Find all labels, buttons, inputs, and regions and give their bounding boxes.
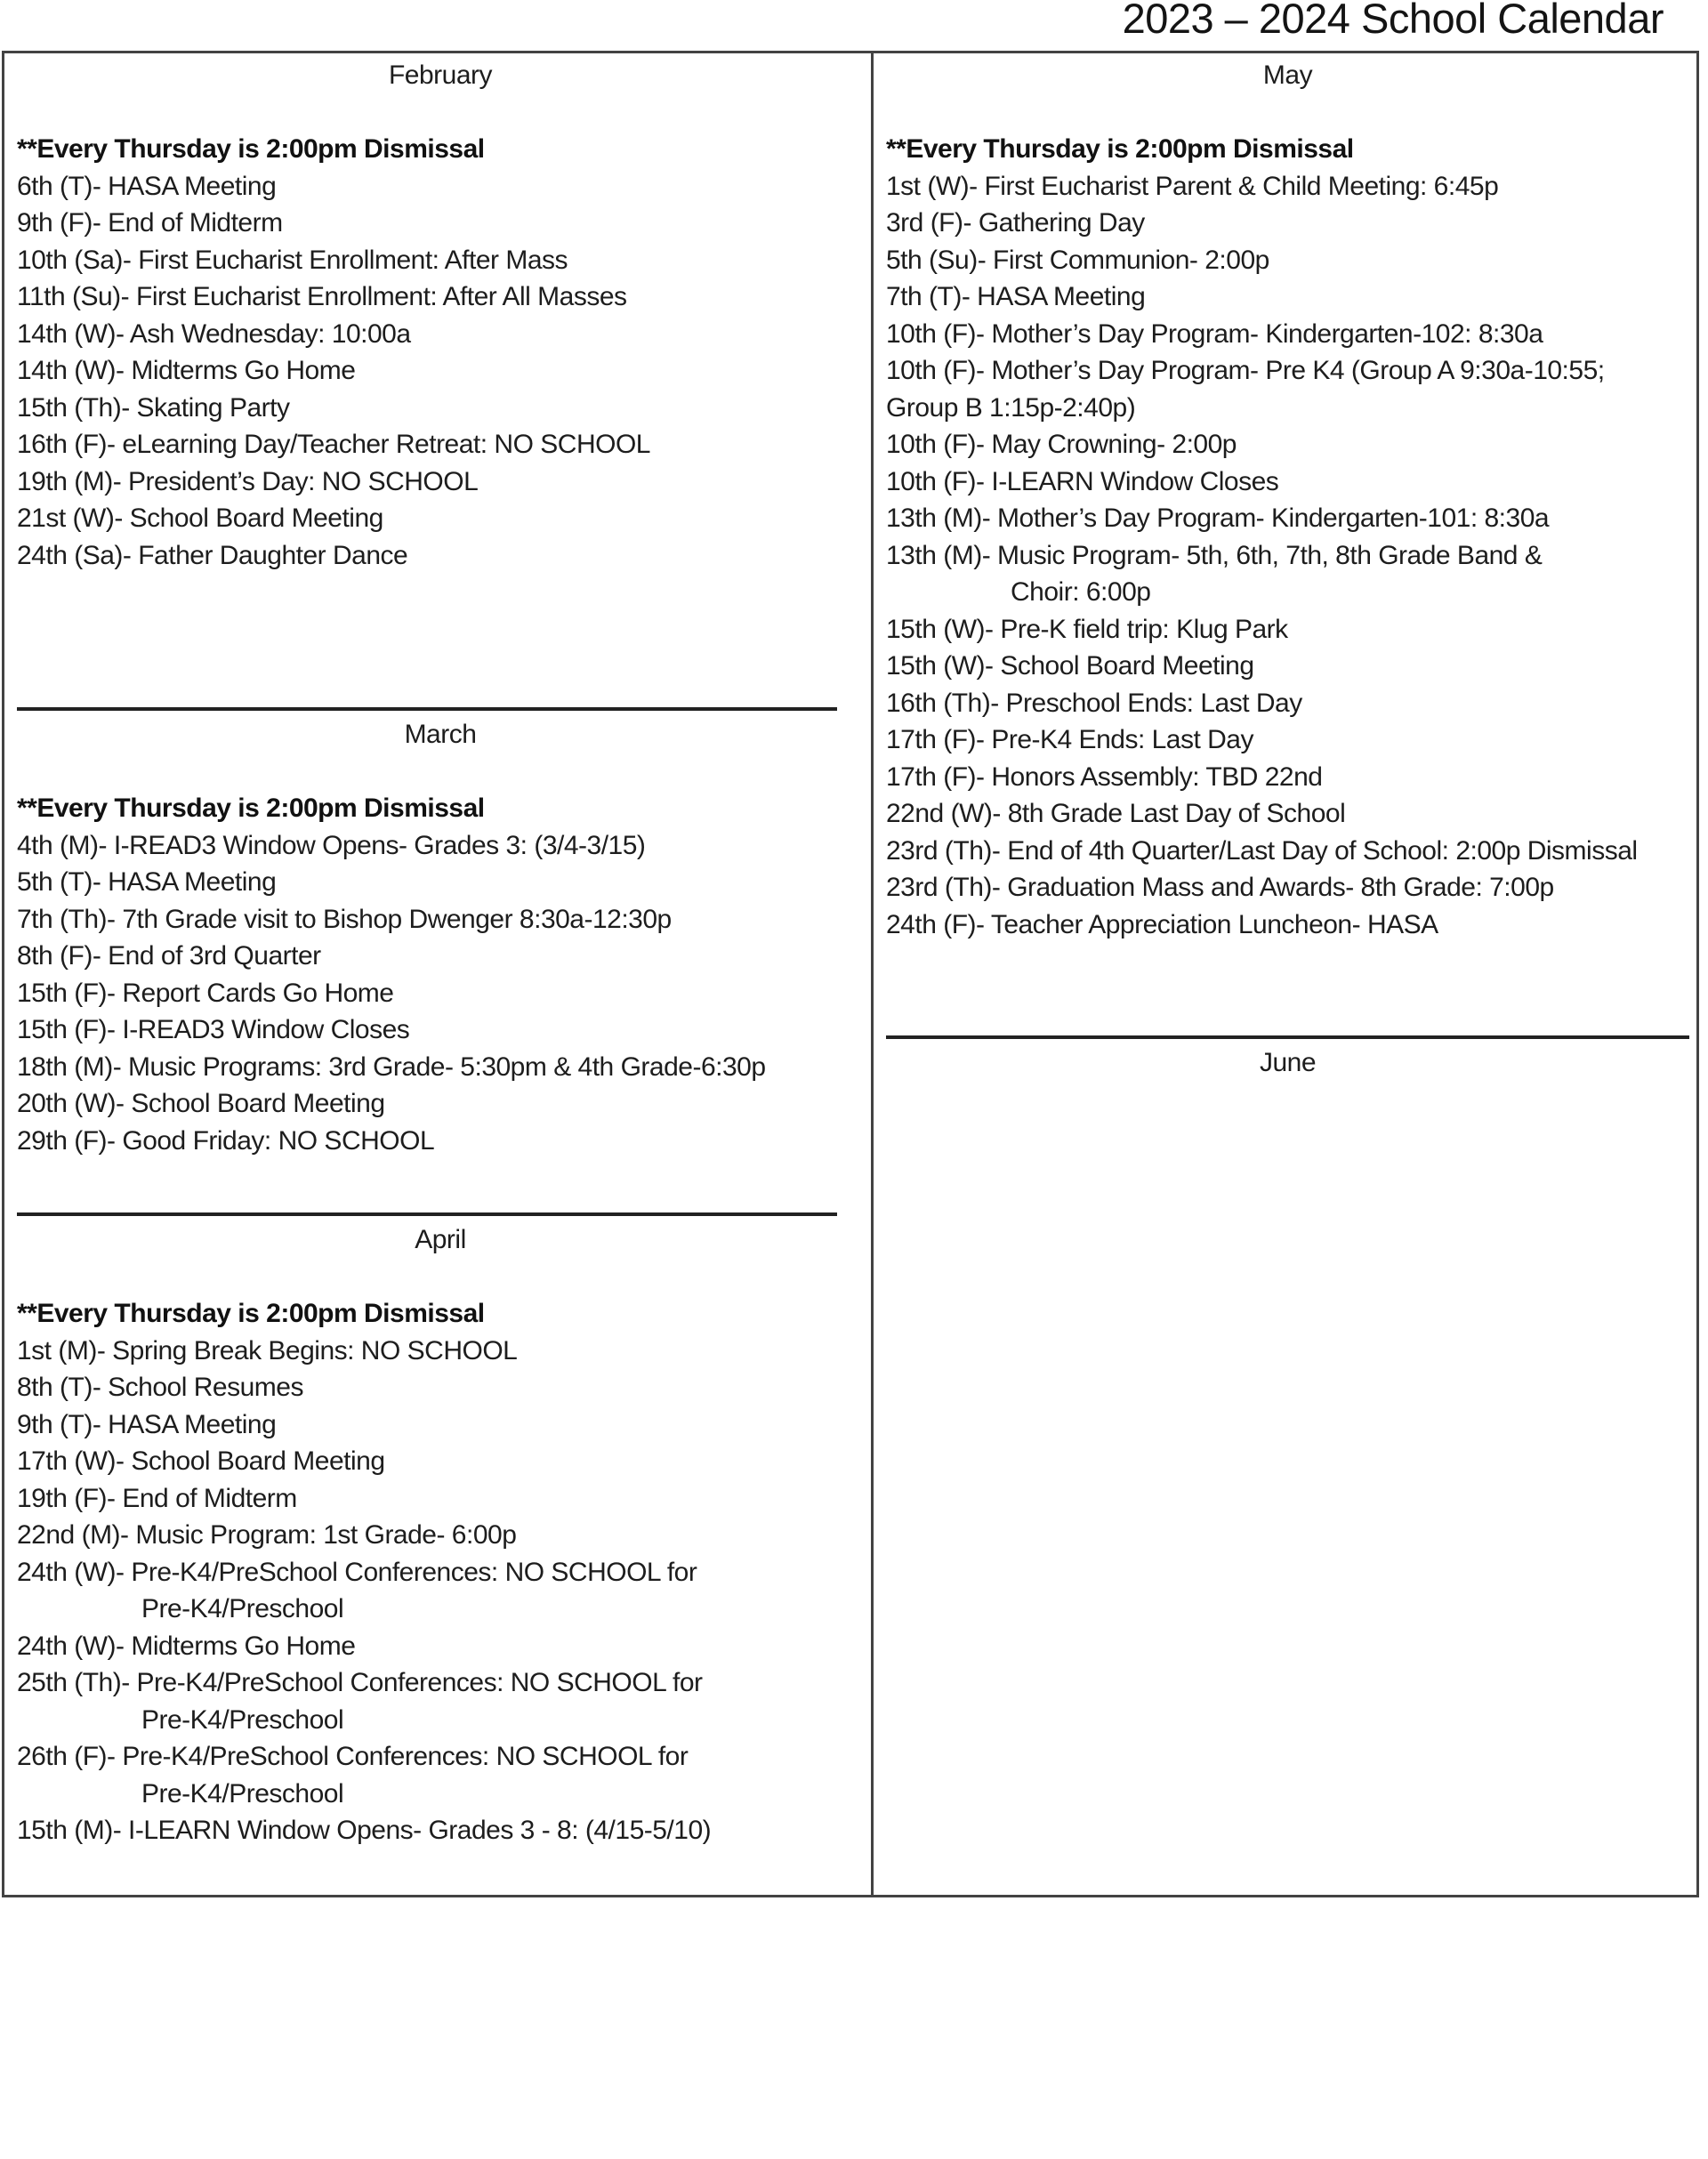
event-line: Pre-K4/Preschool (141, 1704, 344, 1735)
event-line: Group B 1:15p-2:40p) (886, 392, 1136, 423)
event-line: 4th (M)- I-READ3 Window Opens- Grades 3: (3/4-3/15) (17, 830, 646, 860)
event-line: 15th (F)- Report Cards Go Home (17, 978, 394, 1008)
column-right (874, 53, 1696, 1895)
month-title: June (1259, 1048, 1317, 1077)
event-line: 24th (W)- Midterms Go Home (17, 1631, 356, 1661)
event-line: 14th (W)- Midterms Go Home (17, 356, 356, 385)
event-line: 5th (Su)- First Communion- 2:00p (886, 245, 1269, 275)
month-title: May (1262, 60, 1313, 90)
event-line: 19th (M)- President’s Day: NO SCHOOL (17, 466, 479, 496)
dismissal-note: **Every Thursday is 2:00pm Dismissal (17, 1299, 485, 1328)
event-line: 15th (W)- School Board Meeting (886, 651, 1254, 681)
event-line: 11th (Su)- First Eucharist Enrollment: After All Masses (17, 282, 627, 311)
event-line: 10th (F)- I-LEARN Window Closes (886, 466, 1279, 496)
section-gap (886, 943, 1689, 1035)
event-line: 20th (W)- School Board Meeting (17, 1089, 385, 1118)
event-line: 16th (Th)- Preschool Ends: Last Day (886, 688, 1302, 718)
event-line: 10th (F)- Mother’s Day Program- Pre K4 (Group A 9:30a-10:55; (886, 356, 1605, 385)
section-divider (17, 1212, 837, 1216)
event-line: 25th (Th)- Pre-K4/PreSchool Conferences: NO SCHOOL for (17, 1668, 703, 1697)
event-line: 5th (T)- HASA Meeting (17, 867, 277, 897)
event-line: 29th (F)- Good Friday: NO SCHOOL (17, 1125, 435, 1156)
section-divider (17, 707, 837, 711)
dismissal-note: **Every Thursday is 2:00pm Dismissal (17, 794, 485, 823)
event-line: 3rd (F)- Gathering Day (886, 208, 1145, 238)
event-line: 7th (T)- HASA Meeting (886, 282, 1146, 311)
month-title: March (404, 720, 477, 749)
section-divider (886, 1035, 1689, 1039)
event-line: 1st (M)- Spring Break Begins: NO SCHOOL (17, 1335, 518, 1365)
event-line: 21st (W)- School Board Meeting (17, 503, 383, 533)
event-line: 13th (M)- Music Program- 5th, 6th, 7th, 8th Grade Band & (886, 540, 1543, 570)
event-line: 23rd (Th)- End of 4th Quarter/Last Day of School: 2:00p Dismissal (886, 835, 1638, 866)
section-gap (17, 1159, 864, 1212)
event-line: 15th (W)- Pre-K field trip: Klug Park (886, 614, 1288, 644)
event-line: Choir: 6:00p (1011, 577, 1151, 607)
event-line: 15th (Th)- Skating Party (17, 392, 290, 423)
event-line: 13th (M)- Mother’s Day Program- Kindergarten-101: 8:30a (886, 503, 1550, 533)
dismissal-note: **Every Thursday is 2:00pm Dismissal (886, 134, 1354, 164)
event-line: Pre-K4/Preschool (141, 1594, 344, 1623)
event-line: 24th (W)- Pre-K4/PreSchool Conferences: NO SCHOOL for (17, 1557, 697, 1587)
dismissal-note: **Every Thursday is 2:00pm Dismissal (17, 134, 485, 164)
event-line: 18th (M)- Music Programs: 3rd Grade- 5:30pm & 4th Grade-6:30p (17, 1051, 766, 1082)
event-line: 9th (F)- End of Midterm (17, 208, 283, 238)
event-line: Pre-K4/Preschool (141, 1778, 344, 1809)
event-line: 24th (F)- Teacher Appreciation Luncheon- HASA (886, 909, 1438, 939)
month-title: April (415, 1225, 466, 1254)
page-title: 2023 – 2024 School Calendar (1122, 0, 1664, 42)
blank-line (17, 753, 864, 791)
event-line: 17th (F)- Honors Assembly: TBD 22nd (886, 761, 1323, 792)
blank-line (17, 1259, 864, 1296)
event-line: 15th (M)- I-LEARN Window Opens- Grades 3 - 8: (4/15-5/10) (17, 1816, 712, 1845)
column-left (4, 53, 874, 1895)
event-line: 17th (W)- School Board Meeting (17, 1446, 385, 1476)
blank-line (886, 94, 1689, 132)
event-line: 8th (F)- End of 3rd Quarter (17, 941, 321, 971)
event-line: 23rd (Th)- Graduation Mass and Awards- 8th Grade: 7:00p (886, 873, 1554, 902)
blank-line (886, 1082, 1689, 1119)
event-line: 22nd (W)- 8th Grade Last Day of School (886, 799, 1346, 828)
event-line: 8th (T)- School Resumes (17, 1373, 303, 1402)
section-gap (17, 574, 864, 707)
event-line: 15th (F)- I-READ3 Window Closes (17, 1015, 410, 1044)
event-line: 14th (W)- Ash Wednesday: 10:00a (17, 318, 411, 349)
month-title: February (388, 60, 493, 90)
event-line: 24th (Sa)- Father Daughter Dance (17, 540, 408, 570)
blank-line (17, 94, 864, 132)
event-line: 6th (T)- HASA Meeting (17, 171, 277, 201)
event-line: 19th (F)- End of Midterm (17, 1483, 297, 1513)
event-line: 1st (W)- First Eucharist Parent & Child Meeting: 6:45p (886, 171, 1499, 201)
event-line: 10th (Sa)- First Eucharist Enrollment: After Mass (17, 245, 568, 275)
event-line: 9th (T)- HASA Meeting (17, 1409, 277, 1439)
event-line: 26th (F)- Pre-K4/PreSchool Conferences: NO SCHOOL for (17, 1742, 689, 1771)
calendar-table (2, 51, 1699, 1897)
event-line: 17th (F)- Pre-K4 Ends: Last Day (886, 725, 1253, 754)
event-line: 10th (F)- Mother’s Day Program- Kindergarten-102: 8:30a (886, 318, 1543, 349)
event-line: 22nd (M)- Music Program: 1st Grade- 6:00p (17, 1520, 517, 1550)
event-line: 16th (F)- eLearning Day/Teacher Retreat: NO SCHOOL (17, 430, 650, 459)
event-line: 7th (Th)- 7th Grade visit to Bishop Dwenger 8:30a-12:30p (17, 904, 672, 934)
event-line: 10th (F)- May Crowning- 2:00p (886, 430, 1237, 459)
